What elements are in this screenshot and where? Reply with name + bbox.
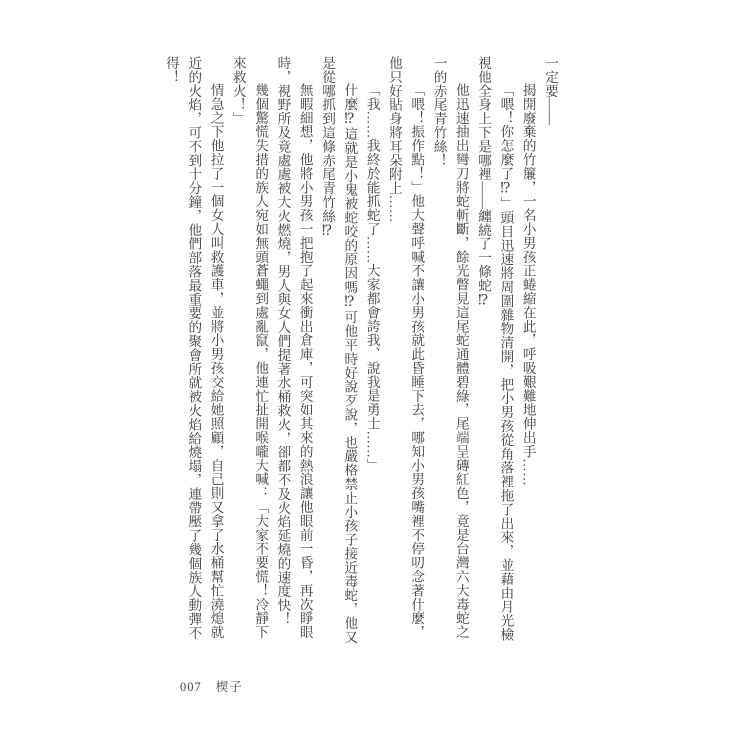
vertical-text-block <box>160 56 561 652</box>
paragraph: 幾個驚慌失措的族人宛如無頭蒼蠅到處亂竄，他連忙扯開喉嚨大喊：「大家不要慌！冷靜下來救火！」 <box>230 56 269 640</box>
paragraph: 情急之下他拉了一個女人叫救護車，並將小男孩交給她照顧，自己則又拿了水桶幫忙澆熄就近的火焰，可不到十分鐘，他們部落最重要的聚會所就被火焰給燒塌，連帶壓了幾個族人動彈不得！ <box>163 56 224 640</box>
paragraph: 揭開廢棄的竹簾，一名小男孩正蜷縮在此，呼吸艱難地伸出手…… <box>520 83 536 487</box>
paragraph: 「我……我終於能抓蛇了……大家都會誇我、說我是勇士……」 <box>364 83 380 473</box>
paragraph: 無暇細想，他將小男孩一把抱了起來衝出倉庫，可突如其來的熱浪讓他眼前一昏，再次睜眼時，視野所及竟處處被大火燃燒，男人與女人們提著水桶救火，卻都不及火焰延燒的速度快！ <box>275 56 313 640</box>
paragraph: 「喂！振作點！」他大聲呼喊不讓小男孩就此昏睡下去，哪知小男孩嘴裡不停叨念著什麼，他只好貼身將耳朵附上…… <box>386 56 425 640</box>
page-number: 007 <box>180 680 202 694</box>
chapter-title: 楔子 <box>215 680 243 694</box>
paragraph: 「喂！你怎麼了⁉」頭目迅速將周圍雜物清開，把小男孩從角落裡拖了出來，並藉由月光檢視他全身上下是哪裡——纏繞了一條蛇⁉ <box>476 56 514 642</box>
page-footer <box>180 677 243 695</box>
paragraph-continuation: 一定要—— <box>543 56 558 126</box>
paragraph: 他迅速抽出彎刀將蛇斬斷，餘光瞥見這尾蛇通體碧綠，尾端呈磚紅色，竟是台灣六大毒蛇之一的赤尾青竹絲！ <box>431 56 469 640</box>
paragraph: 什麼⁉這就是小鬼被蛇咬的原因嗎⁉可他平時好說歹說，也嚴格禁止小孩子接近毒蛇，他又是從哪抓到這條赤尾青竹絲⁉ <box>320 56 358 644</box>
